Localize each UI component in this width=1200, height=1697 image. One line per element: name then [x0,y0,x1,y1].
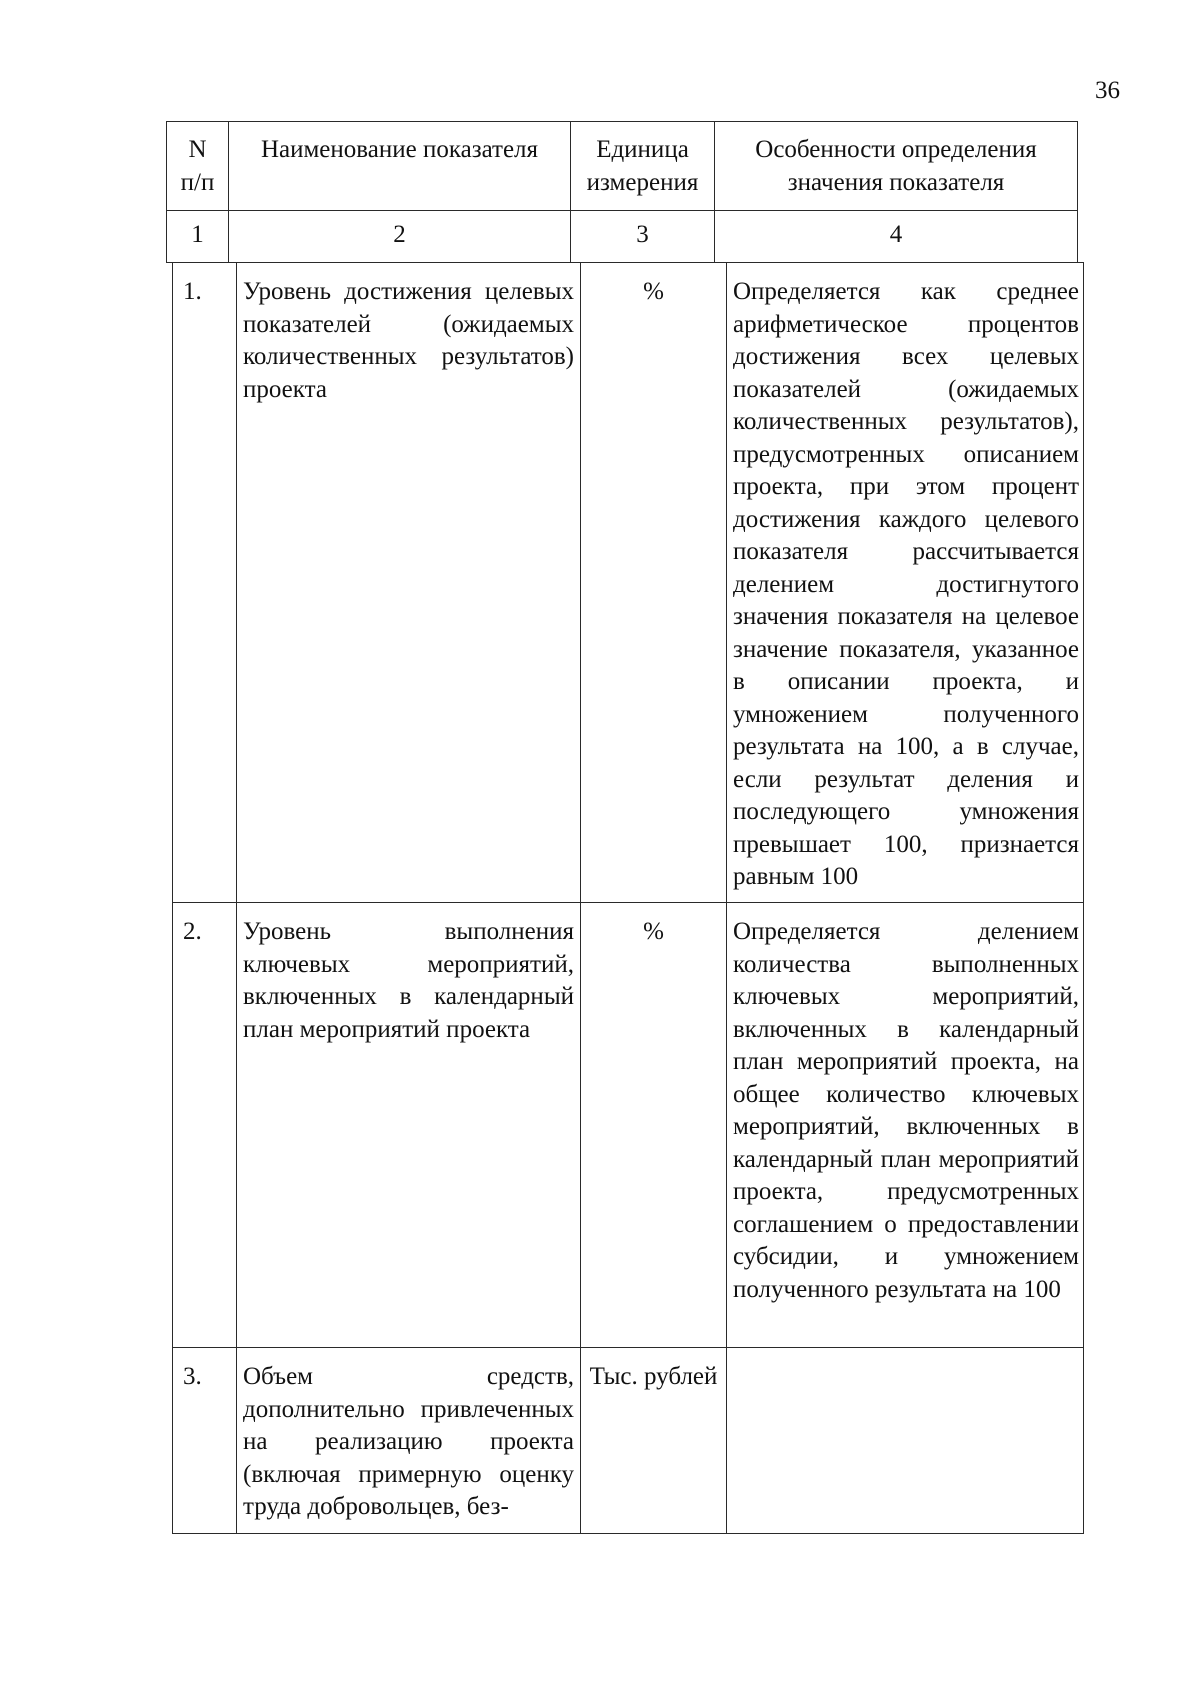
header-name [229,122,571,211]
indicator-table-body [172,262,1084,1534]
column-number-2: 2 [229,211,571,263]
header-num-line-1: N [188,136,207,163]
header-num-line-2: п/п [180,168,215,196]
header-unit [571,122,715,211]
row-unit: Тыс. рублей [581,1348,727,1534]
header-desc-line-2: значения показателя [787,168,1005,196]
row-name: Уровень достижения целевых показателей (ожидаемых количественных результатов) проекта [237,263,581,903]
header-desc-line-1: Особенности определения [755,136,1037,163]
page-number: 36 [1095,77,1120,104]
row-num: 2. [173,903,237,1348]
column-number-1: 1 [167,211,229,263]
header-num [167,122,229,211]
row-unit: % [581,263,727,903]
table-row [173,1348,1084,1534]
row-num: 1. [173,263,237,903]
column-number-row [167,211,1078,263]
column-number-4: 4 [715,211,1078,263]
row-num: 3. [173,1348,237,1534]
header-unit-line-1: Единица [596,136,689,163]
header-unit-line-2: измерения [586,168,699,196]
column-number-3: 3 [571,211,715,263]
row-desc: Определяется делением количества выполненных ключевых мероприятий, включенных в календарный план мероприятий проекта, на общее количество ключевых мероприятий, включенных в календарный план мероприятий проекта, предусмотренных соглашением о предоставлении субсидии, и умножением полученного результата на 100 [727,903,1084,1348]
table-row [173,263,1084,903]
table-header-row [167,122,1078,211]
row-unit: % [581,903,727,1348]
row-desc [727,1348,1084,1534]
header-desc [715,122,1078,211]
table-row [173,903,1084,1348]
header-name-line-1: Наименование показателя [260,136,539,163]
row-desc: Определяется как среднее арифметическое процентов достижения всех целевых показателей (ожидаемых количественных результатов), предусмотренных описанием проекта, при этом процент достижения каждого целевого показателя рассчитывается делением достигнутого значения показателя на целевое значение показателя, указанное в описании проекта, и умножением полученного результата на 100, а в случае, если результат деления и последующего умножения превышает 100, признается равным 100 [727,263,1084,903]
row-name: Уровень выполнения ключевых мероприятий, включенных в календарный план мероприятий проекта [237,903,581,1348]
row-name: Объем средств, дополнительно привлеченных на реализацию проекта (включая примерную оценку труда добровольцев, без- [237,1348,581,1534]
indicator-table-header [166,121,1078,263]
